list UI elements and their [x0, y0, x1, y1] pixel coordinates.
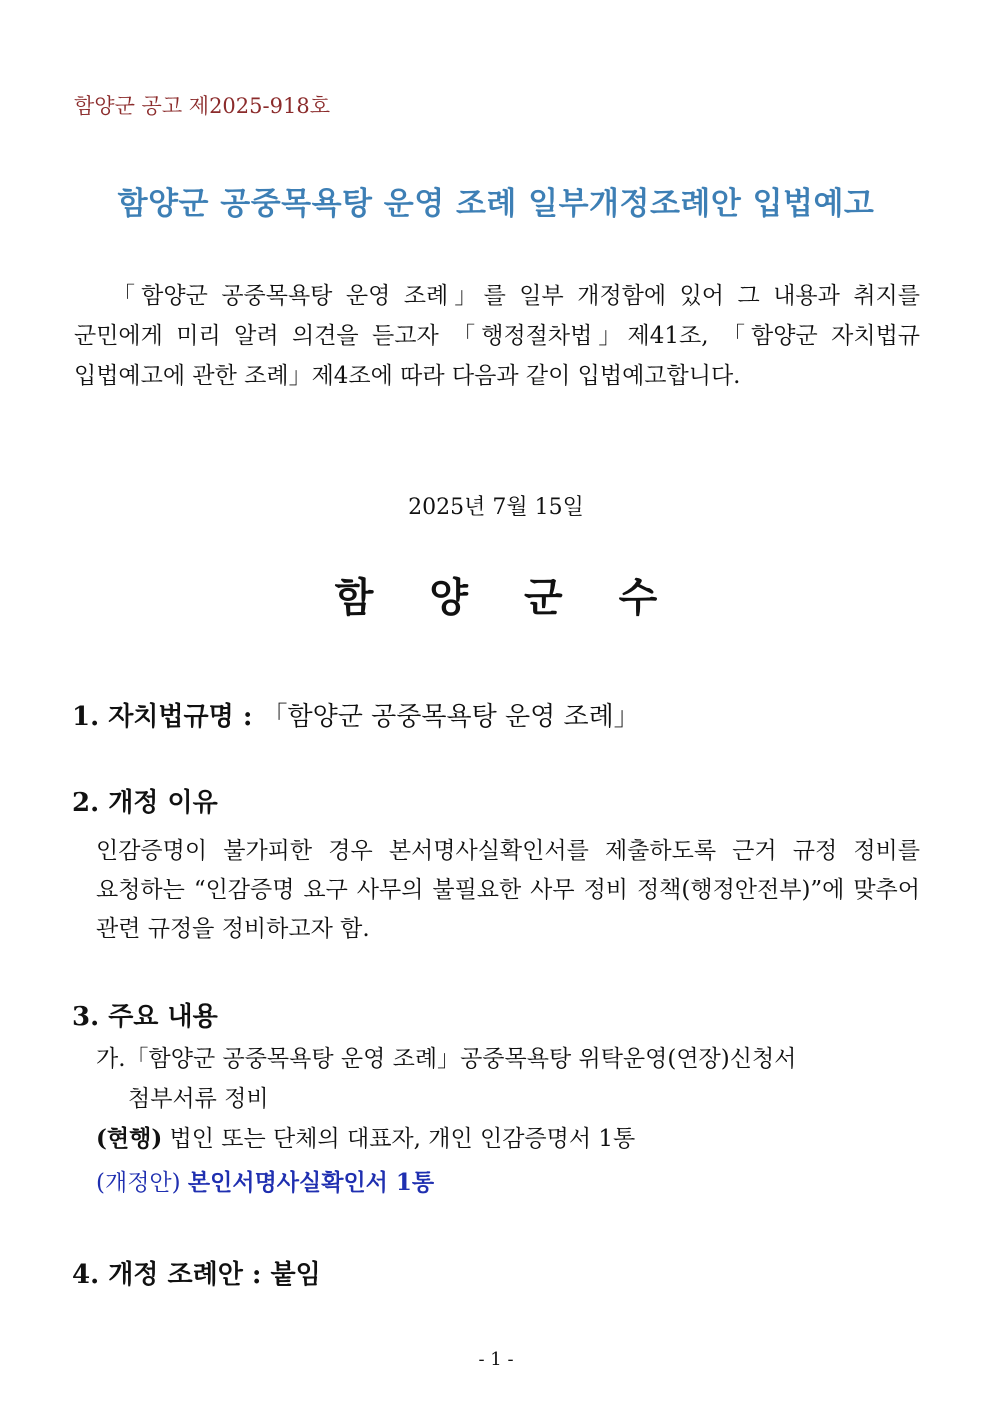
revised-provision: [96, 1164, 434, 1197]
section-2-body: 인감증명이 불가피한 경우 본서명사실확인서를 제출하도록 근거 규정 정비를 요청하는 “인감증명 요구 사무의 불필요한 사무 정비 정책(행정안전부)”에 맞추어 관련 규정을 정비하고자 함.: [96, 838, 920, 942]
revised-tag: (개정안): [96, 1170, 181, 1196]
issuer-name: 함양군수: [334, 574, 714, 621]
document-title: 함양군 공중목욕탕 운영 조례 일부개정조례안 입법예고: [117, 186, 875, 222]
current-provision: [96, 1120, 635, 1153]
section-1-value: 「함양군 공중목욕탕 운영 조례」: [261, 702, 640, 732]
revised-text: 본인서명사실확인서 1통: [187, 1169, 435, 1196]
notice-number: 함양군 공고 제2025-918호: [74, 94, 330, 118]
section-3-item-line2: 첨부서류 정비: [128, 1086, 269, 1112]
section-2-heading: 2. 개정 이유: [72, 788, 218, 818]
current-tag: (현행): [96, 1125, 163, 1152]
section-3-heading: 3. 주요 내용: [72, 1002, 218, 1032]
section-4-heading: 4. 개정 조례안 : 붙임: [72, 1260, 321, 1290]
section-1-heading: [72, 696, 640, 733]
notice-date: 2025년 7월 15일: [408, 495, 584, 520]
section-3-item-line1: 가.「함양군 공중목욕탕 운영 조례」공중목욕탕 위탁운영(연장)신청서: [96, 1046, 797, 1072]
section-1-title: 1. 자치법규명 :: [72, 702, 253, 732]
page-number: - 1 -: [478, 1349, 514, 1370]
intro-paragraph: 「함양군 공중목욕탕 운영 조례」를 일부 개정함에 있어 그 내용과 취지를 군민에게 미리 알려 의견을 듣고자 「행정절차법」제41조, 「함양군 자치법규 입법예고에 관한 조례」제4조에 따라 다음과 같이 입법예고합니다.: [74, 283, 920, 389]
current-text: 법인 또는 단체의 대표자, 개인 인감증명서 1통: [169, 1126, 636, 1152]
